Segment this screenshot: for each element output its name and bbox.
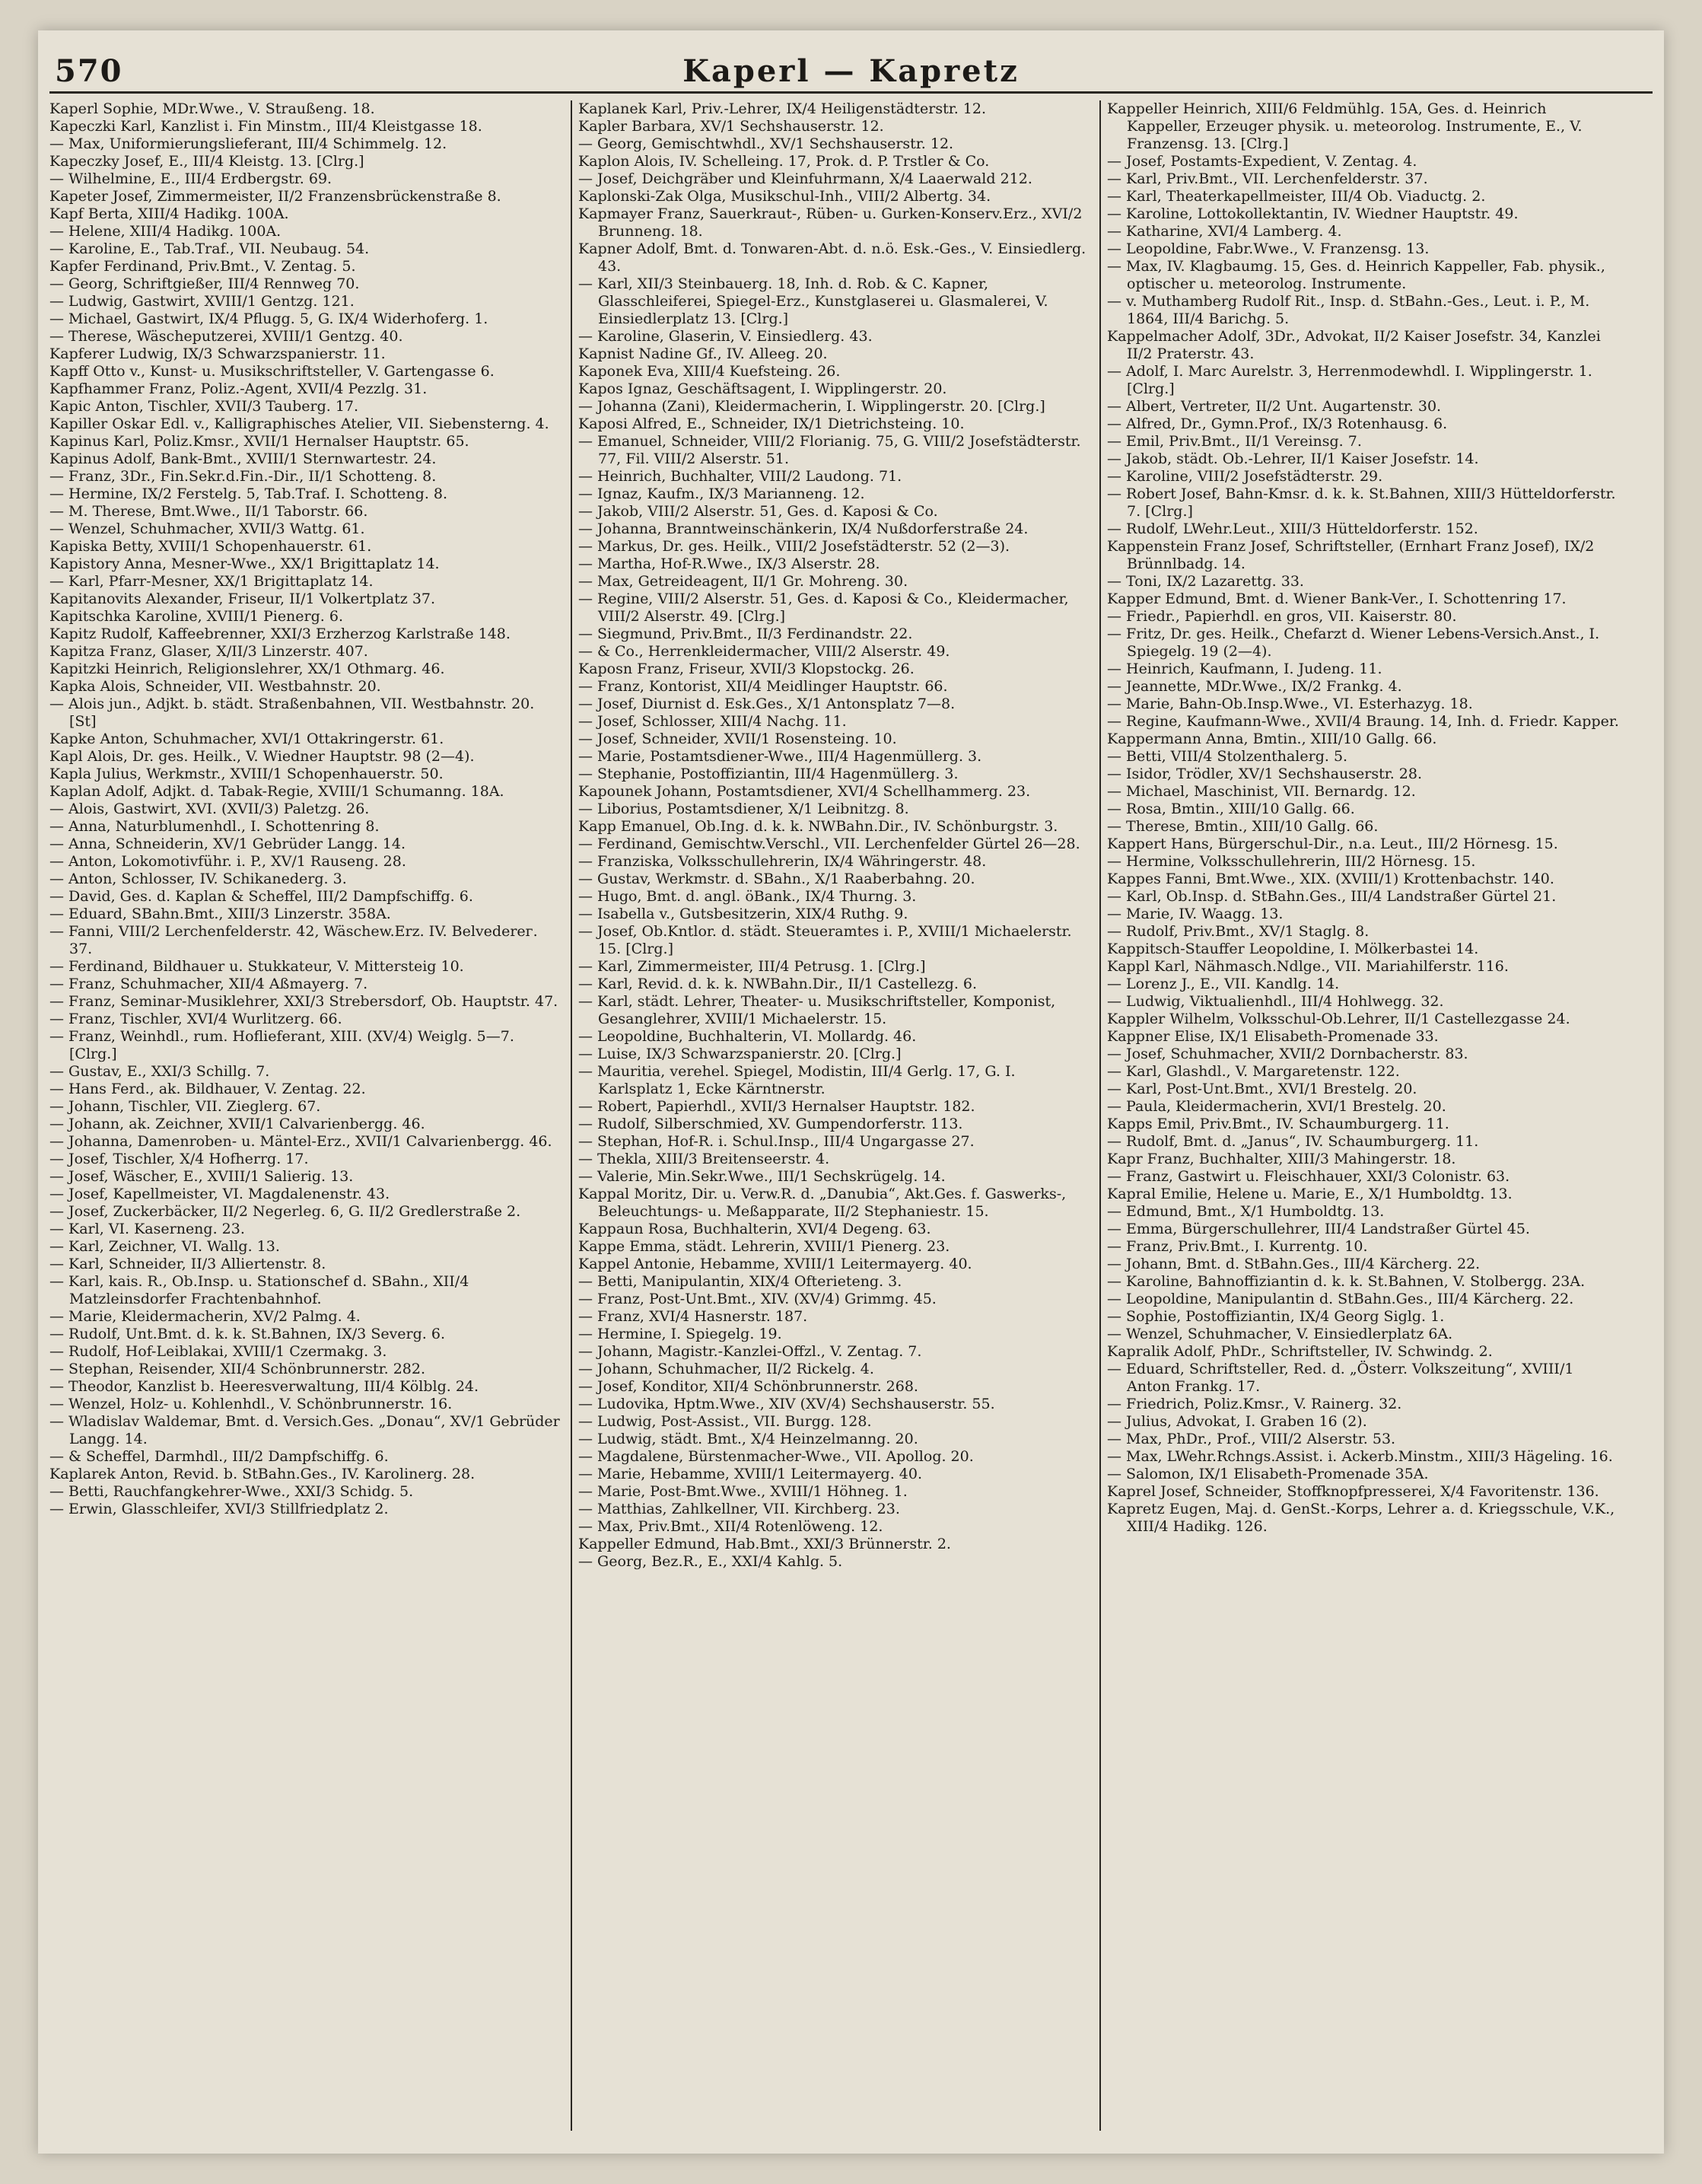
directory-entry: — Karl, Zeichner, VI. Wallg. 13.: [49, 1238, 280, 1255]
directory-entry: — Salomon, IX/1 Elisabeth-Promenade 35A.: [1107, 1466, 1429, 1482]
directory-entry: — Robert Josef, Bahn-Kmsr. d. k. k. St.Bahnen, XIII/3 Hütteldorferstr. 7. [Clrg.]: [1107, 486, 1616, 520]
directory-entry: — Josef, Kapellmeister, VI. Magdalenenstr. 43.: [49, 1186, 390, 1202]
directory-entry: — Thekla, XIII/3 Breitenseerstr. 4.: [578, 1151, 830, 1167]
directory-entry: Kapeter Josef, Zimmermeister, II/2 Franzensbrückenstraße 8.: [49, 188, 501, 205]
column-2: [578, 100, 1092, 2131]
directory-entry: — Anna, Schneiderin, XV/1 Gebrüder Langg. 14.: [49, 836, 406, 852]
directory-entry: — Ludwig, Post-Assist., VII. Burgg. 128.: [578, 1413, 872, 1430]
directory-entry: — Mauritia, verehel. Spiegel, Modistin, III/4 Gerlg. 17, G. I. Karlsplatz 1, Ecke Kärntnerstr.: [578, 1063, 1016, 1097]
directory-entry: Kapps Emil, Priv.Bmt., IV. Schaumburgerg. 11.: [1107, 1116, 1449, 1132]
directory-entry: — Isidor, Trödler, XV/1 Sechshauserstr. 28.: [1107, 766, 1423, 782]
directory-entry: Kapiska Betty, XVIII/1 Schopenhauerstr. 61.: [49, 538, 372, 555]
directory-entry: — Marie, Hebamme, XVIII/1 Leitermayerg. 40.: [578, 1466, 923, 1482]
directory-entry: Kapitz Rudolf, Kaffeebrenner, XXI/3 Erzherzog Karlstraße 148.: [49, 626, 511, 642]
directory-entry: — Johann, Bmt. d. StBahn.Ges., III/4 Kärcherg. 22.: [1107, 1256, 1481, 1272]
directory-entry: — Friedr., Papierhdl. en gros, VII. Kaiserstr. 80.: [1107, 608, 1457, 625]
directory-entry: Kapistory Anna, Mesner-Wwe., XX/1 Brigittaplatz 14.: [49, 556, 440, 572]
directory-entry: — Heinrich, Kaufmann, I. Judeng. 11.: [1107, 661, 1382, 677]
directory-entry: — Karl, Schneider, II/3 Alliertenstr. 8.: [49, 1256, 326, 1272]
directory-entry: — Wilhelmine, E., III/4 Erdbergstr. 69.: [49, 170, 332, 187]
directory-entry: — Michael, Gastwirt, IX/4 Pflugg. 5, G. IX/4 Widerhoferg. 1.: [49, 310, 488, 327]
directory-entry: — Karl, Revid. d. k. k. NWBahn.Dir., II/1 Castellezg. 6.: [578, 976, 978, 992]
directory-entry: — Ludwig, städt. Bmt., X/4 Heinzelmanng. 20.: [578, 1431, 918, 1447]
directory-entry: — Georg, Schriftgießer, III/4 Rennweg 70.: [49, 275, 360, 292]
directory-entry: Kapralik Adolf, PhDr., Schriftsteller, IV. Schwindg. 2.: [1107, 1343, 1493, 1360]
directory-entry: Kappert Hans, Bürgerschul-Dir., n.a. Leut., III/2 Hörnesg. 15.: [1107, 836, 1558, 852]
directory-entry: — Rosa, Bmtin., XIII/10 Gallg. 66.: [1107, 801, 1355, 817]
directory-entry: — Magdalene, Bürstenmacher-Wwe., VII. Apollog. 20.: [578, 1448, 974, 1465]
directory-entry: — Albert, Vertreter, II/2 Unt. Augartenstr. 30.: [1107, 398, 1442, 415]
directory-entry: Kapf Berta, XIII/4 Hadikg. 100A.: [49, 205, 289, 222]
directory-entry: — Hermine, I. Spiegelg. 19.: [578, 1326, 782, 1342]
directory-entry: Kapounek Johann, Postamtsdiener, XVI/4 Schellhammerg. 23.: [578, 783, 1031, 800]
directory-entry: — Josef, Diurnist d. Esk.Ges., X/1 Antonsplatz 7—8.: [578, 696, 956, 712]
directory-entry: — Jakob, städt. Ob.-Lehrer, II/1 Kaiser Josefstr. 14.: [1107, 450, 1479, 467]
directory-entry: — Sophie, Postoffiziantin, IX/4 Georg Siglg. 1.: [1107, 1308, 1445, 1325]
directory-entry: — Emma, Bürgerschullehrer, III/4 Landstraßer Gürtel 45.: [1107, 1221, 1530, 1237]
directory-entry: Kapitza Franz, Glaser, X/II/3 Linzerstr. 407.: [49, 643, 368, 660]
directory-entry: — Katharine, XVI/4 Lamberg. 4.: [1107, 223, 1342, 240]
column-divider: [571, 100, 572, 2131]
directory-entry: — Rudolf, Unt.Bmt. d. k. k. St.Bahnen, IX/3 Severg. 6.: [49, 1326, 446, 1342]
directory-entry: — Wenzel, Schuhmacher, V. Einsiedlerplatz 6A.: [1107, 1326, 1453, 1342]
directory-entry: — Karl, Priv.Bmt., VII. Lerchenfelderstr. 37.: [1107, 170, 1428, 187]
directory-entry: — Therese, Wäscheputzerei, XVIII/1 Gentzg. 40.: [49, 328, 403, 345]
directory-entry: — Robert, Papierhdl., XVII/3 Hernalser Hauptstr. 182.: [578, 1098, 975, 1115]
column-3: [1107, 100, 1621, 2131]
directory-entry: — Max, LWehr.Rchngs.Assist. i. Ackerb.Minstm., XIII/3 Hägeling. 16.: [1107, 1448, 1613, 1465]
header-rule: [49, 91, 1653, 94]
directory-entry: — Marie, Post-Bmt.Wwe., XVIII/1 Höhneg. 1.: [578, 1483, 908, 1500]
directory-entry: — Johann, Schuhmacher, II/2 Rickelg. 4.: [578, 1361, 874, 1377]
directory-entry: — Franz, 3Dr., Fin.Sekr.d.Fin.-Dir., II/1 Schotteng. 8.: [49, 468, 437, 485]
directory-entry: — Karl, Ob.Insp. d. StBahn.Ges., III/4 Landstraßer Gürtel 21.: [1107, 888, 1557, 905]
directory-entry: Kapretz Eugen, Maj. d. GenSt.-Korps, Lehrer a. d. Kriegsschule, V.K., XIII/4 Hadikg. 126.: [1107, 1501, 1615, 1535]
directory-entry: — Ludwig, Gastwirt, XVIII/1 Gentzg. 121.: [49, 293, 355, 310]
directory-entry: — Franz, Priv.Bmt., I. Kurrentg. 10.: [1107, 1238, 1368, 1255]
directory-entry: Kappl Karl, Nähmasch.Ndlge., VII. Mariahilferstr. 116.: [1107, 958, 1509, 975]
directory-entry: — Karl, Glashdl., V. Margaretenstr. 122.: [1107, 1063, 1400, 1080]
directory-entry: Kappel Antonie, Hebamme, XVIII/1 Leitermayerg. 40.: [578, 1256, 972, 1272]
directory-entry: — Karoline, Glaserin, V. Einsiedlerg. 43.: [578, 328, 873, 345]
directory-entry: Kaponek Eva, XIII/4 Kuefsteing. 26.: [578, 363, 841, 380]
directory-entry: Kapler Barbara, XV/1 Sechshauserstr. 12.: [578, 118, 884, 135]
directory-entry: — Wenzel, Holz- u. Kohlenhdl., V. Schönbrunnerstr. 16.: [49, 1396, 453, 1412]
directory-entry: — Isabella v., Gutsbesitzerin, XIX/4 Ruthg. 9.: [578, 906, 908, 922]
directory-entry: — Marie, Bahn-Ob.Insp.Wwe., VI. Esterhazyg. 18.: [1107, 696, 1473, 712]
directory-entry: — Josef, Zuckerbäcker, II/2 Negerleg. 6, G. II/2 Gredlerstraße 2.: [49, 1203, 521, 1220]
directory-entry: — Emil, Priv.Bmt., II/1 Vereinsg. 7.: [1107, 433, 1362, 450]
directory-entry: — Gustav, E., XXI/3 Schillg. 7.: [49, 1063, 270, 1080]
directory-entry: Kaposn Franz, Friseur, XVII/3 Klopstockg. 26.: [578, 661, 915, 677]
directory-entry: Kapfer Ferdinand, Priv.Bmt., V. Zentag. 5.: [49, 258, 356, 275]
directory-entry: Kaplanek Karl, Priv.-Lehrer, IX/4 Heiligenstädterstr. 12.: [578, 100, 987, 117]
directory-entry: — Friedrich, Poliz.Kmsr., V. Rainerg. 32.: [1107, 1396, 1402, 1412]
directory-entry: Kaplonski-Zak Olga, Musikschul-Inh., VIII/2 Albertg. 34.: [578, 188, 991, 205]
directory-entry: — Anton, Schlosser, IV. Schikanederg. 3.: [49, 871, 347, 887]
directory-entry: Kapp Emanuel, Ob.Ing. d. k. k. NWBahn.Dir., IV. Schönburgstr. 3.: [578, 818, 1058, 835]
directory-entry: Kappal Moritz, Dir. u. Verw.R. d. „Danubia“, Akt.Ges. f. Gaswerks-, Beleuchtungs- u. Meßapparate, II/2 Stephaniestr. 15.: [578, 1186, 1067, 1220]
directory-entry: — Josef, Ob.Kntlor. d. städt. Steueramtes i. P., XVIII/1 Michaelerstr. 15. [Clrg.]: [578, 923, 1072, 957]
directory-entry: — Johann, Magistr.-Kanzlei-Offzl., V. Zentag. 7.: [578, 1343, 922, 1360]
directory-entry: — Stephanie, Postoffiziantin, III/4 Hagenmüllerg. 3.: [578, 766, 959, 782]
directory-entry: — Erwin, Glasschleifer, XVI/3 Stillfriedplatz 2.: [49, 1501, 389, 1517]
directory-entry: — Franz, Seminar-Musiklehrer, XXI/3 Strebersdorf, Ob. Hauptstr. 47.: [49, 993, 558, 1010]
directory-entry: — Siegmund, Priv.Bmt., II/3 Ferdinandstr. 22.: [578, 626, 913, 642]
directory-entry: Kapral Emilie, Helene u. Marie, E., X/1 Humboldtg. 13.: [1107, 1186, 1513, 1202]
directory-entry: Kapke Anton, Schuhmacher, XVI/1 Ottakringerstr. 61.: [49, 731, 444, 747]
directory-entry: — Liborius, Postamtsdiener, X/1 Leibnitzg. 8.: [578, 801, 909, 817]
directory-entry: — Franz, XVI/4 Hasnerstr. 187.: [578, 1308, 808, 1325]
directory-entry: — Franz, Gastwirt u. Fleischhauer, XXI/3 Colonistr. 63.: [1107, 1168, 1510, 1185]
directory-entry: — Adolf, I. Marc Aurelstr. 3, Herrenmodewhdl. I. Wipplingerstr. 1. [Clrg.]: [1107, 363, 1592, 397]
directory-entry: — Karoline, E., Tab.Traf., VII. Neubaug. 54.: [49, 240, 370, 257]
directory-entry: Kappe Emma, städt. Lehrerin, XVIII/1 Pienerg. 23.: [578, 1238, 950, 1255]
directory-entry: — Markus, Dr. ges. Heilk., VIII/2 Josefstädterstr. 52 (2—3).: [578, 538, 1010, 555]
directory-entry: Kapnist Nadine Gf., IV. Alleeg. 20.: [578, 345, 828, 362]
directory-entry: — Edmund, Bmt., X/1 Humboldtg. 13.: [1107, 1203, 1385, 1220]
directory-entry: — Jeannette, MDr.Wwe., IX/2 Frankg. 4.: [1107, 678, 1402, 695]
directory-entry: — Helene, XIII/4 Hadikg. 100A.: [49, 223, 282, 240]
directory-entry: — Ferdinand, Bildhauer u. Stukkateur, V. Mittersteig 10.: [49, 958, 464, 975]
directory-entry: Kapper Edmund, Bmt. d. Wiener Bank-Ver., I. Schottenring 17.: [1107, 591, 1567, 607]
directory-entry: Kappler Wilhelm, Volksschul-Ob.Lehrer, II/1 Castellezgasse 24.: [1107, 1011, 1570, 1027]
column-divider: [1099, 100, 1101, 2131]
directory-entry: — Luise, IX/3 Schwarzspanierstr. 20. [Clrg.]: [578, 1046, 902, 1062]
directory-entry: — Johann, ak. Zeichner, XVII/1 Calvarienbergg. 46.: [49, 1116, 425, 1132]
directory-entry: — Georg, Gemischtwhdl., XV/1 Sechshauserstr. 12.: [578, 135, 954, 152]
directory-entry: — Julius, Advokat, I. Graben 16 (2).: [1107, 1413, 1367, 1430]
directory-entry: Kapitanovits Alexander, Friseur, II/1 Volkertplatz 37.: [49, 591, 436, 607]
directory-entry: Kapka Alois, Schneider, VII. Westbahnstr. 20.: [49, 678, 381, 695]
directory-entry: Kappermann Anna, Bmtin., XIII/10 Gallg. 66.: [1107, 731, 1437, 747]
directory-entry: — Anna, Naturblumenhdl., I. Schottenring 8.: [49, 818, 380, 835]
directory-entry: Kaposi Alfred, E., Schneider, IX/1 Dietrichsteing. 10.: [578, 415, 965, 432]
directory-entry: — Jakob, VIII/2 Alserstr. 51, Ges. d. Kaposi & Co.: [578, 503, 938, 520]
directory-entry: Kapner Adolf, Bmt. d. Tonwaren-Abt. d. n.ö. Esk.-Ges., V. Einsiedlerg. 43.: [578, 240, 1086, 275]
directory-entry: — Hugo, Bmt. d. angl. öBank., IX/4 Thurng. 3.: [578, 888, 917, 905]
directory-entry: Kapinus Karl, Poliz.Kmsr., XVII/1 Hernalser Hauptstr. 65.: [49, 433, 469, 450]
directory-entry: Kapferer Ludwig, IX/3 Schwarzspanierstr. 11.: [49, 345, 386, 362]
directory-entry: — Alois, Gastwirt, XVI. (XVII/3) Paletzg. 26.: [49, 801, 370, 817]
directory-entry: — Rudolf, LWehr.Leut., XIII/3 Hütteldorferstr. 152.: [1107, 521, 1478, 537]
directory-entry: — Paula, Kleidermacherin, XVI/1 Brestelg. 20.: [1107, 1098, 1446, 1115]
directory-entry: — Josef, Wäscher, E., XVIII/1 Salierig. 13.: [49, 1168, 354, 1185]
directory-entry: — Johanna, Branntweinschänkerin, IX/4 Nußdorferstraße 24.: [578, 521, 1029, 537]
directory-entry: — Stephan, Reisender, XII/4 Schönbrunnerstr. 282.: [49, 1361, 425, 1377]
directory-entry: — Ignaz, Kaufm., IX/3 Marianneng. 12.: [578, 486, 865, 502]
directory-entry: — Martha, Hof-R.Wwe., IX/3 Alserstr. 28.: [578, 556, 880, 572]
directory-entry: — Theodor, Kanzlist b. Heeresverwaltung, III/4 Kölblg. 24.: [49, 1378, 479, 1395]
directory-entry: — M. Therese, Bmt.Wwe., II/1 Taborstr. 66.: [49, 503, 368, 520]
directory-entry: Kaplon Alois, IV. Schelleing. 17, Prok. d. P. Trstler & Co.: [578, 153, 990, 170]
directory-entry: — Fanni, VIII/2 Lerchenfelderstr. 42, Wäschew.Erz. IV. Belvederег. 37.: [49, 923, 538, 957]
directory-entry: — Franz, Weinhdl., rum. Hoflieferant, XIII. (XV/4) Weiglg. 5—7. [Clrg.]: [49, 1028, 514, 1062]
page-number: 570: [55, 53, 123, 89]
directory-entry: — Hermine, IX/2 Ferstelg. 5, Tab.Traf. I. Schotteng. 8.: [49, 486, 448, 502]
directory-entry: Kaplan Adolf, Adjkt. d. Tabak-Regie, XVIII/1 Schumanng. 18A.: [49, 783, 504, 800]
directory-entry: — David, Ges. d. Kaplan & Scheffel, III/2 Dampfschiffg. 6.: [49, 888, 473, 905]
directory-entry: — Leopoldine, Buchhalterin, VI. Mollardg. 46.: [578, 1028, 917, 1045]
directory-entry: — Johanna, Damenroben- u. Mäntel-Erz., XVII/1 Calvarienbergg. 46.: [49, 1133, 552, 1150]
directory-entry: — Johann, Tischler, VII. Zieglerg. 67.: [49, 1098, 321, 1115]
directory-entry: Kaplarek Anton, Revid. b. StBahn.Ges., IV. Karolinerg. 28.: [49, 1466, 476, 1482]
directory-entry: — Georg, Bez.R., E., XXI/4 Kahlg. 5.: [578, 1553, 843, 1570]
directory-entry: — Josef, Schlosser, XIII/4 Nachg. 11.: [578, 713, 847, 730]
directory-entry: — Leopoldine, Manipulantin d. StBahn.Ges., III/4 Kärcherg. 22.: [1107, 1291, 1574, 1307]
directory-entry: — Valerie, Min.Sekr.Wwe., III/1 Sechskrügelg. 14.: [578, 1168, 946, 1185]
directory-entry: — Josef, Schneider, XVII/1 Rosensteing. 10.: [578, 731, 897, 747]
directory-page: [38, 30, 1664, 2154]
directory-entry: Kappelmacher Adolf, 3Dr., Advokat, II/2 Kaiser Josefstr. 34, Kanzlei II/2 Praterstr. 43.: [1107, 328, 1601, 362]
directory-entry: — Franz, Kontorist, XII/4 Meidlinger Hauptstr. 66.: [578, 678, 948, 695]
directory-entry: — Franz, Tischler, XVI/4 Wurlitzerg. 66.: [49, 1011, 342, 1027]
directory-entry: — Rudolf, Bmt. d. „Janus“, IV. Schaumburgerg. 11.: [1107, 1133, 1479, 1150]
directory-entry: Kapr Franz, Buchhalter, XIII/3 Mahingerstr. 18.: [1107, 1151, 1456, 1167]
directory-entry: — Josef, Deichgräber und Kleinfuhrmann, X/4 Laaerwald 212.: [578, 170, 1032, 187]
directory-entry: Kaperl Sophie, MDr.Wwe., V. Straußeng. 18.: [49, 100, 375, 117]
directory-entry: Kapfhammer Franz, Poliz.-Agent, XVII/4 Pezzlg. 31.: [49, 380, 428, 397]
directory-entry: — Regine, Kaufmann-Wwe., XVII/4 Braung. 14, Inh. d. Friedr. Kapper.: [1107, 713, 1619, 730]
directory-entry: Kappes Fanni, Bmt.Wwe., XIX. (XVIII/1) Krottenbachstr. 140.: [1107, 871, 1554, 887]
directory-entry: — Lorenz J., E., VII. Kandlg. 14.: [1107, 976, 1340, 992]
directory-entry: — Rudolf, Hof-Leiblakai, XVIII/1 Czermakg. 3.: [49, 1343, 387, 1360]
directory-entry: Kapinus Adolf, Bank-Bmt., XVIII/1 Sternwartestr. 24.: [49, 450, 437, 467]
directory-entry: — Marie, Postamtsdiener-Wwe., III/4 Hagenmüllerg. 3.: [578, 748, 982, 765]
directory-entry: Kapla Julius, Werkmstr., XVIII/1 Schopenhauerstr. 50.: [49, 766, 444, 782]
directory-entry: — Fritz, Dr. ges. Heilk., Chefarzt d. Wiener Lebens-Versich.Anst., I. Spiegelg. 19 (2—4).: [1107, 626, 1600, 660]
directory-entry: — Rudolf, Silberschmied, XV. Gumpendorferstr. 113.: [578, 1116, 963, 1132]
directory-entry: Kapitschka Karoline, XVIII/1 Pienerg. 6.: [49, 608, 343, 625]
directory-entry: Kappenstein Franz Josef, Schriftsteller, (Ernhart Franz Josef), IX/2 Brünnlbadg. 14.: [1107, 538, 1595, 572]
directory-entry: — Heinrich, Buchhalter, VIII/2 Laudong. 71.: [578, 468, 902, 485]
directory-entry: — Ludovika, Hptm.Wwe., XIV (XV/4) Sechshauserstr. 55.: [578, 1396, 995, 1412]
directory-entry: — Matthias, Zahlkellner, VII. Kirchberg. 23.: [578, 1501, 900, 1517]
directory-entry: — Hermine, Volksschullehrerin, III/2 Hörnesg. 15.: [1107, 853, 1476, 870]
directory-entry: — Betti, Manipulantin, XIX/4 Ofterieteng. 3.: [578, 1273, 902, 1290]
directory-entry: Kapitzki Heinrich, Religionslehrer, XX/1 Othmarg. 46.: [49, 661, 445, 677]
directory-entry: — Therese, Bmtin., XIII/10 Gallg. 66.: [1107, 818, 1379, 835]
directory-entry: Kapiller Oskar Edl. v., Kalligraphisches Atelier, VII. Siebensterng. 4.: [49, 415, 549, 432]
directory-entry: Kappeller Edmund, Hab.Bmt., XXI/3 Brünnerstr. 2.: [578, 1536, 951, 1552]
directory-entry: — Karl, Zimmermeister, III/4 Petrusg. 1. [Clrg.]: [578, 958, 926, 975]
directory-entry: — & Scheffel, Darmhdl., III/2 Dampfschiffg. 6.: [49, 1448, 389, 1465]
directory-entry: — Josef, Schuhmacher, XVII/2 Dornbacherstr. 83.: [1107, 1046, 1468, 1062]
directory-entry: — Gustav, Werkmstr. d. SBahn., X/1 Raaberbahng. 20.: [578, 871, 975, 887]
directory-entry: — Karl, XII/3 Steinbauerg. 18, Inh. d. Rob. & C. Kapner, Glasschleiferei, Spiegel-Erz., Kunstglaserei u. Glasmalerei, V. Einsiedlerplatz 13. [Clrg.]: [578, 275, 1048, 327]
directory-entry: — v. Muthamberg Rudolf Rit., Insp. d. StBahn.-Ges., Leut. i. P., M. 1864, III/4 Barichg. 5.: [1107, 293, 1590, 327]
directory-entry: — Betti, VIII/4 Stolzenthalerg. 5.: [1107, 748, 1348, 765]
directory-entry: — Wenzel, Schuhmacher, XVII/3 Wattg. 61.: [49, 521, 365, 537]
directory-entry: — Karoline, Bahnoffiziantin d. k. k. St.Bahnen, V. Stolbergg. 23A.: [1107, 1273, 1586, 1290]
directory-entry: — Emanuel, Schneider, VIII/2 Florianig. 75, G. VIII/2 Josefstädterstr. 77, Fil. VIII/2 Alserstr. 51.: [578, 433, 1081, 467]
directory-entry: — Alois jun., Adjkt. b. städt. Straßenbahnen, VII. Westbahnstr. 20. [St]: [49, 696, 535, 730]
directory-entry: Kapic Anton, Tischler, XVII/3 Tauberg. 17.: [49, 398, 359, 415]
directory-entry: — Anton, Lokomotivführ. i. P., XV/1 Rauseng. 28.: [49, 853, 406, 870]
directory-entry: — Max, Uniformierungslieferant, III/4 Schimmelg. 12.: [49, 135, 447, 152]
directory-entry: — Karl, VI. Kaserneng. 23.: [49, 1221, 245, 1237]
running-head: Kaperl — Kapretz: [682, 53, 1020, 89]
directory-entry: Kappitsch-Stauffer Leopoldine, I. Mölkerbastei 14.: [1107, 941, 1479, 957]
directory-entry: Kappaun Rosa, Buchhalterin, XVI/4 Degeng. 63.: [578, 1221, 931, 1237]
directory-entry: — Alfred, Dr., Gymn.Prof., IX/3 Rotenhausg. 6.: [1107, 415, 1448, 432]
directory-entry: Kapmayer Franz, Sauerkraut-, Rüben- u. Gurken-Konserv.Erz., XVI/2 Brunneng. 18.: [578, 205, 1083, 240]
directory-entry: — Karl, Theaterkapellmeister, III/4 Ob. Viaductg. 2.: [1107, 188, 1486, 205]
directory-entry: — Max, Priv.Bmt., XII/4 Rotenlöweng. 12.: [578, 1518, 883, 1535]
directory-entry: — Wladislav Waldemar, Bmt. d. Versich.Ges. „Donau“, XV/1 Gebrüder Langg. 14.: [49, 1413, 560, 1447]
directory-entry: — Eduard, Schriftsteller, Red. d. „Österr. Volkszeitung“, XVIII/1 Anton Frankg. 17.: [1107, 1361, 1574, 1395]
directory-entry: — Ludwig, Viktualienhdl., III/4 Hohlwegg. 32.: [1107, 993, 1444, 1010]
directory-entry: — Karl, Pfarr-Mesner, XX/1 Brigittaplatz 14.: [49, 573, 374, 590]
directory-entry: Kapeczki Karl, Kanzlist i. Fin Minstm., III/4 Kleistgasse 18.: [49, 118, 482, 135]
directory-entry: Kapl Alois, Dr. ges. Heilk., V. Wiedner Hauptstr. 98 (2—4).: [49, 748, 475, 765]
directory-entry: — Marie, Kleidermacherin, XV/2 Palmg. 4.: [49, 1308, 361, 1325]
directory-entry: — Betti, Rauchfangkehrer-Wwe., XXI/3 Schidg. 5.: [49, 1483, 414, 1500]
directory-entry: Kapeczky Josef, E., III/4 Kleistg. 13. [Clrg.]: [49, 153, 364, 170]
directory-entry: — & Co., Herrenkleidermacher, VIII/2 Alserstr. 49.: [578, 643, 950, 660]
directory-entry: — Karl, städt. Lehrer, Theater- u. Musikschriftsteller, Komponist, Gesanglehrer, XVIII/1 Michaelerstr. 15.: [578, 993, 1056, 1027]
column-1: [49, 100, 563, 2131]
directory-entry: Kapff Otto v., Kunst- u. Musikschriftsteller, V. Gartengasse 6.: [49, 363, 495, 380]
directory-entry: — Stephan, Hof-R. i. Schul.Insp., III/4 Ungargasse 27.: [578, 1133, 975, 1150]
directory-entry: — Eduard, SBahn.Bmt., XIII/3 Linzerstr. 358A.: [49, 906, 391, 922]
directory-entry: — Franz, Schuhmacher, XII/4 Aßmayerg. 7.: [49, 976, 368, 992]
directory-entry: — Karl, Post-Unt.Bmt., XVI/1 Brestelg. 20.: [1107, 1081, 1417, 1097]
directory-entry: — Karoline, VIII/2 Josefstädterstr. 29.: [1107, 468, 1383, 485]
directory-entry: — Josef, Konditor, XII/4 Schönbrunnerstr. 268.: [578, 1378, 918, 1395]
directory-entry: — Josef, Tischler, X/4 Hofherrg. 17.: [49, 1151, 309, 1167]
directory-entry: — Max, PhDr., Prof., VIII/2 Alserstr. 53.: [1107, 1431, 1396, 1447]
directory-entry: — Rudolf, Priv.Bmt., XV/1 Staglg. 8.: [1107, 923, 1370, 940]
directory-entry: — Marie, IV. Waagg. 13.: [1107, 906, 1284, 922]
directory-entry: — Ferdinand, Gemischtw.Verschl., VII. Lerchenfelder Gürtel 26—28.: [578, 836, 1080, 852]
directory-entry: — Toni, IX/2 Lazarettg. 33.: [1107, 573, 1304, 590]
directory-entry: Kappner Elise, IX/1 Elisabeth-Promenade 33.: [1107, 1028, 1439, 1045]
directory-entry: — Max, IV. Klagbaumg. 15, Ges. d. Heinrich Kappeller, Fab. physik., optischer u. meteorolog. Instrumente.: [1107, 258, 1605, 292]
directory-entry: — Max, Getreideagent, II/1 Gr. Mohreng. 30.: [578, 573, 908, 590]
directory-entry: Kapos Ignaz, Geschäftsagent, I. Wipplingerstr. 20.: [578, 380, 947, 397]
directory-entry: — Hans Ferd., ak. Bildhauer, V. Zentag. 22.: [49, 1081, 366, 1097]
directory-entry: Kaprel Josef, Schneider, Stoffknopfpresserei, X/4 Favoritenstr. 136.: [1107, 1483, 1599, 1500]
directory-entry: — Karoline, Lottokollektantin, IV. Wiedner Hauptstr. 49.: [1107, 205, 1519, 222]
directory-entry: — Michael, Maschinist, VII. Bernardg. 12.: [1107, 783, 1416, 800]
directory-entry: — Franz, Post-Unt.Bmt., XIV. (XV/4) Grimmg. 45.: [578, 1291, 937, 1307]
columns: [49, 100, 1653, 2131]
directory-entry: — Karl, kais. R., Ob.Insp. u. Stationschef d. SBahn., XII/4 Matzleinsdorfer Frachtenbahnhof.: [49, 1273, 469, 1307]
directory-entry: — Regine, VIII/2 Alserstr. 51, Ges. d. Kaposi & Co., Kleidermacher, VIII/2 Alserstr. 49. [Clrg.]: [578, 591, 1069, 625]
directory-entry: — Josef, Postamts-Expedient, V. Zentag. 4.: [1107, 153, 1417, 170]
directory-entry: — Johanna (Zani), Kleidermacherin, I. Wipplingerstr. 20. [Clrg.]: [578, 398, 1045, 415]
directory-entry: — Leopoldine, Fabr.Wwe., V. Franzensg. 13.: [1107, 240, 1430, 257]
directory-entry: Kappeller Heinrich, XIII/6 Feldmühlg. 15A, Ges. d. Heinrich Kappeller, Erzeuger physik. u. meteorolog. Instrumente, E., V. Franzensg. 13. [Clrg.]: [1107, 100, 1583, 152]
directory-entry: — Franziska, Volksschullehrerin, IX/4 Währingerstr. 48.: [578, 853, 987, 870]
